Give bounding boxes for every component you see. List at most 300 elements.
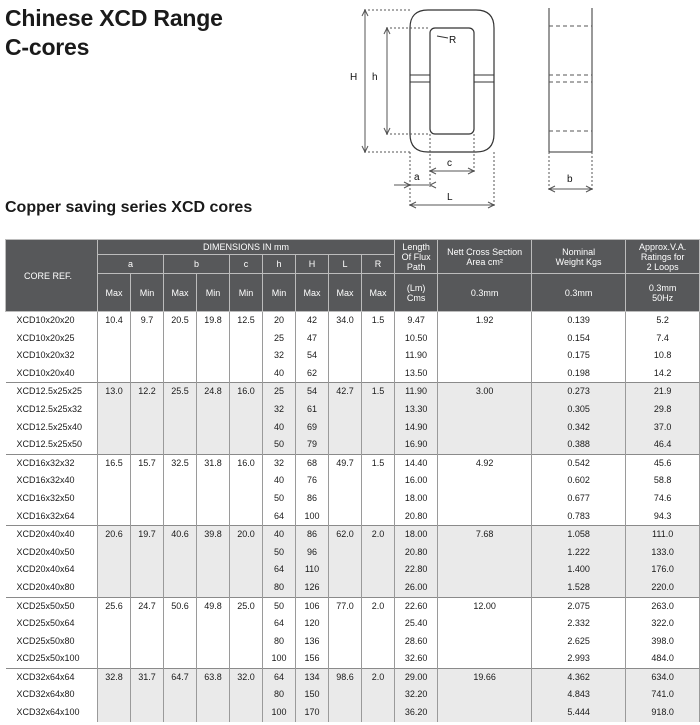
cell-b-max [164, 633, 197, 651]
cell-R-max: 2.0 [362, 526, 395, 544]
cell-flux-length: 9.47 [395, 312, 438, 330]
cell-H: 54 [296, 347, 329, 365]
cell-b-min [197, 544, 230, 562]
cell-H: 100 [296, 508, 329, 526]
cell-a-max [98, 704, 131, 722]
cell-cross-area [438, 650, 532, 668]
table-row [6, 330, 700, 348]
weight-sub: 0.3mm [532, 274, 626, 312]
cell-cross-area [438, 544, 532, 562]
cell-ref: XCD10x20x40 [16, 367, 75, 378]
cell-va-rating: 45.6 [626, 454, 700, 472]
cell-weight: 2.332 [532, 615, 626, 633]
cell-b-min [197, 686, 230, 704]
cell-va-rating: 29.8 [626, 401, 700, 419]
cell-h: 64 [263, 668, 296, 686]
cell-va-rating: 37.0 [626, 419, 700, 437]
cell-ref: XCD25x50x64 [16, 618, 75, 629]
col-weight: Nominal Weight Kgs [532, 240, 626, 274]
cell-ref: XCD32x64x80 [16, 689, 75, 700]
cell-a-min: 9.7 [131, 312, 164, 330]
cell-va-rating: 634.0 [626, 668, 700, 686]
cell-a-max: 20.6 [98, 526, 131, 544]
col-L: L [329, 255, 362, 274]
cell-flux-length: 20.80 [395, 544, 438, 562]
cell-flux-length: 13.30 [395, 401, 438, 419]
cell-va-rating: 322.0 [626, 615, 700, 633]
label-a: a [414, 172, 420, 183]
cell-a-min: 15.7 [131, 454, 164, 472]
cell-c-min [230, 401, 263, 419]
cell-cross-area: 1.92 [438, 312, 532, 330]
label-b: b [567, 174, 573, 185]
cell-L-max [329, 704, 362, 722]
cell-flux-length: 36.20 [395, 704, 438, 722]
cell-cross-area [438, 436, 532, 454]
cell-cross-area: 3.00 [438, 383, 532, 401]
cell-b-min [197, 365, 230, 383]
table-row [6, 508, 700, 526]
cell-h: 50 [263, 436, 296, 454]
cell-h: 50 [263, 544, 296, 562]
cell-a-min [131, 401, 164, 419]
cell-b-max [164, 330, 197, 348]
cell-H: 96 [296, 544, 329, 562]
table-row [6, 704, 700, 722]
cell-L-max [329, 561, 362, 579]
cell-flux-length: 14.40 [395, 454, 438, 472]
cell-a-max [98, 633, 131, 651]
cell-L-max [329, 650, 362, 668]
cell-weight: 5.444 [532, 704, 626, 722]
cell-h: 50 [263, 490, 296, 508]
cell-H: 106 [296, 597, 329, 615]
cell-weight: 2.075 [532, 597, 626, 615]
cell-H: 150 [296, 686, 329, 704]
cell-weight: 0.783 [532, 508, 626, 526]
label-H: H [350, 72, 358, 83]
cell-c-min [230, 490, 263, 508]
cell-R-max [362, 650, 395, 668]
cell-R-max [362, 508, 395, 526]
cell-c-min [230, 365, 263, 383]
cell-cross-area [438, 365, 532, 383]
cell-h: 20 [263, 312, 296, 330]
cell-weight: 1.058 [532, 526, 626, 544]
table-group-3 [6, 526, 700, 597]
cell-b-min [197, 347, 230, 365]
cell-va-rating: 58.8 [626, 472, 700, 490]
cell-b-min [197, 472, 230, 490]
cell-L-max: 62.0 [329, 526, 362, 544]
cell-a-min [131, 419, 164, 437]
cell-c-min [230, 633, 263, 651]
cell-flux-length: 11.90 [395, 347, 438, 365]
cell-ref: XCD32x64x64 [6, 668, 98, 686]
cell-ref: XCD16x32x32 [6, 454, 98, 472]
cell-cross-area: 7.68 [438, 526, 532, 544]
col-c: c [230, 255, 263, 274]
c-core-diagram [0, 0, 700, 215]
table-row [6, 347, 700, 365]
table-row [6, 686, 700, 704]
cell-b-max [164, 704, 197, 722]
cell-h: 100 [263, 704, 296, 722]
xcd-spec-table [5, 239, 700, 722]
cell-a-max: 25.6 [98, 597, 131, 615]
cell-flux-length: 16.90 [395, 436, 438, 454]
cell-b-min [197, 419, 230, 437]
cell-a-min [131, 704, 164, 722]
cell-weight: 0.154 [532, 330, 626, 348]
table-group-4 [6, 597, 700, 668]
cell-H: 156 [296, 650, 329, 668]
cell-c-min: 20.0 [230, 526, 263, 544]
cell-a-min [131, 508, 164, 526]
cell-b-max: 32.5 [164, 454, 197, 472]
cell-flux-length: 26.00 [395, 579, 438, 597]
cell-H: 68 [296, 454, 329, 472]
cross-sub: 0.3mm [438, 274, 532, 312]
cell-L-max [329, 419, 362, 437]
cell-ref: XCD12.5x25x40 [16, 421, 83, 432]
cell-c-min [230, 686, 263, 704]
cell-R-max [362, 561, 395, 579]
cell-flux-length: 18.00 [395, 490, 438, 508]
cell-b-min [197, 650, 230, 668]
L-max-head: Max [329, 274, 362, 312]
title-line-2: C-cores [5, 34, 90, 60]
cell-a-max [98, 650, 131, 668]
table-row [6, 579, 700, 597]
cell-H: 61 [296, 401, 329, 419]
cell-H: 126 [296, 579, 329, 597]
col-a: a [98, 255, 164, 274]
cell-H: 136 [296, 633, 329, 651]
label-r: R [449, 35, 457, 46]
cell-R-max: 1.5 [362, 383, 395, 401]
cell-c-min [230, 508, 263, 526]
cell-b-max [164, 419, 197, 437]
c-min-head: Min [230, 274, 263, 312]
table-group-1 [6, 383, 700, 454]
cell-R-max [362, 419, 395, 437]
section-subtitle: Copper saving series XCD cores [5, 199, 253, 216]
cell-R-max: 1.5 [362, 454, 395, 472]
cell-c-min [230, 561, 263, 579]
cell-R-max [362, 579, 395, 597]
cell-b-min: 31.8 [197, 454, 230, 472]
cell-a-max [98, 419, 131, 437]
cell-flux-length: 22.60 [395, 597, 438, 615]
cell-h: 25 [263, 330, 296, 348]
cell-flux-length: 22.80 [395, 561, 438, 579]
cell-R-max: 1.5 [362, 312, 395, 330]
cell-R-max [362, 365, 395, 383]
cell-h: 100 [263, 650, 296, 668]
label-L: L [447, 192, 453, 203]
cell-h: 32 [263, 347, 296, 365]
cell-va-rating: 263.0 [626, 597, 700, 615]
cell-a-max [98, 561, 131, 579]
cell-a-max [98, 508, 131, 526]
cell-va-rating: 220.0 [626, 579, 700, 597]
cell-b-min [197, 401, 230, 419]
cell-va-rating: 21.9 [626, 383, 700, 401]
cell-c-min [230, 704, 263, 722]
cell-H: 134 [296, 668, 329, 686]
cell-c-min [230, 544, 263, 562]
cell-H: 42 [296, 312, 329, 330]
label-c: c [447, 158, 452, 169]
cell-L-max: 34.0 [329, 312, 362, 330]
cell-cross-area: 12.00 [438, 597, 532, 615]
cell-weight: 0.342 [532, 419, 626, 437]
cell-b-max [164, 561, 197, 579]
cell-L-max [329, 436, 362, 454]
cell-a-max [98, 330, 131, 348]
H-max-head: Max [296, 274, 329, 312]
cell-R-max [362, 330, 395, 348]
table-row [6, 472, 700, 490]
col-b: b [164, 255, 230, 274]
cell-a-max [98, 401, 131, 419]
cell-cross-area [438, 472, 532, 490]
cell-h: 80 [263, 579, 296, 597]
cell-c-min: 25.0 [230, 597, 263, 615]
cell-a-min [131, 490, 164, 508]
cell-h: 40 [263, 472, 296, 490]
cell-weight: 0.139 [532, 312, 626, 330]
cell-weight: 1.222 [532, 544, 626, 562]
cell-a-min [131, 365, 164, 383]
cell-L-max [329, 472, 362, 490]
table-row [6, 365, 700, 383]
table-row [6, 436, 700, 454]
cell-L-max [329, 490, 362, 508]
cell-ref: XCD32x64x100 [16, 707, 80, 718]
cell-weight: 0.542 [532, 454, 626, 472]
cell-flux-length: 14.90 [395, 419, 438, 437]
cell-va-rating: 7.4 [626, 330, 700, 348]
cell-cross-area [438, 579, 532, 597]
col-cross-section: Nett Cross Section Area cm² [438, 240, 532, 274]
flux-units: (Lm) Cms [395, 274, 438, 312]
cell-weight: 1.528 [532, 579, 626, 597]
cell-ref: XCD12.5x25x32 [16, 403, 83, 414]
cell-c-min: 16.0 [230, 454, 263, 472]
cell-ref: XCD12.5x25x50 [16, 439, 83, 450]
cell-b-min: 24.8 [197, 383, 230, 401]
cell-c-min [230, 347, 263, 365]
cell-flux-length: 10.50 [395, 330, 438, 348]
cell-a-max: 16.5 [98, 454, 131, 472]
cell-weight: 2.625 [532, 633, 626, 651]
cell-h: 32 [263, 401, 296, 419]
cell-h: 64 [263, 615, 296, 633]
cell-a-min [131, 650, 164, 668]
cell-a-min: 12.2 [131, 383, 164, 401]
cell-ref: XCD10x20x25 [16, 332, 75, 343]
cell-a-max [98, 579, 131, 597]
cell-R-max [362, 633, 395, 651]
cell-c-min [230, 615, 263, 633]
cell-weight: 4.843 [532, 686, 626, 704]
cell-h: 40 [263, 526, 296, 544]
cell-H: 86 [296, 526, 329, 544]
cell-cross-area [438, 686, 532, 704]
cell-a-max [98, 365, 131, 383]
table-row [6, 419, 700, 437]
cell-L-max [329, 579, 362, 597]
cell-a-max [98, 615, 131, 633]
cell-cross-area [438, 704, 532, 722]
cell-b-max [164, 508, 197, 526]
cell-L-max [329, 615, 362, 633]
cell-flux-length: 29.00 [395, 668, 438, 686]
cell-L-max: 98.6 [329, 668, 362, 686]
cell-a-min [131, 436, 164, 454]
col-core-ref: CORE REF. [6, 240, 98, 312]
cell-weight: 0.602 [532, 472, 626, 490]
cell-flux-length: 13.50 [395, 365, 438, 383]
cell-b-min: 63.8 [197, 668, 230, 686]
cell-flux-length: 20.80 [395, 508, 438, 526]
cell-b-max: 20.5 [164, 312, 197, 330]
cell-va-rating: 14.2 [626, 365, 700, 383]
cell-b-min [197, 490, 230, 508]
cell-L-max [329, 365, 362, 383]
cell-H: 62 [296, 365, 329, 383]
cell-weight: 0.677 [532, 490, 626, 508]
cell-h: 25 [263, 383, 296, 401]
cell-cross-area [438, 508, 532, 526]
cell-va-rating: 46.4 [626, 436, 700, 454]
cell-cross-area [438, 633, 532, 651]
cell-b-max: 64.7 [164, 668, 197, 686]
cell-H: 120 [296, 615, 329, 633]
cell-L-max [329, 544, 362, 562]
table-row [6, 383, 700, 401]
cell-a-min [131, 472, 164, 490]
cell-a-max: 10.4 [98, 312, 131, 330]
cell-H: 86 [296, 490, 329, 508]
cell-c-min: 16.0 [230, 383, 263, 401]
cell-H: 76 [296, 472, 329, 490]
col-R: R [362, 255, 395, 274]
cell-L-max [329, 508, 362, 526]
cell-cross-area [438, 419, 532, 437]
cell-va-rating: 74.6 [626, 490, 700, 508]
cell-a-min [131, 579, 164, 597]
cell-h: 80 [263, 686, 296, 704]
cell-c-min: 12.5 [230, 312, 263, 330]
cell-b-min: 49.8 [197, 597, 230, 615]
cell-cross-area: 19.66 [438, 668, 532, 686]
cell-a-max [98, 490, 131, 508]
cell-c-min [230, 472, 263, 490]
R-max-head: Max [362, 274, 395, 312]
cell-weight: 0.273 [532, 383, 626, 401]
label-h: h [372, 72, 378, 83]
cell-R-max [362, 615, 395, 633]
cell-ref: XCD20x40x40 [6, 526, 98, 544]
col-va-rating: Approx.V.A. Ratings for 2 Loops [626, 240, 700, 274]
cell-cross-area [438, 490, 532, 508]
cell-b-max [164, 615, 197, 633]
table-row [6, 544, 700, 562]
col-dimensions: DIMENSIONS IN mm [98, 240, 395, 255]
cell-ref: XCD16x32x64 [16, 510, 75, 521]
cell-ref: XCD16x32x40 [16, 475, 75, 486]
cell-va-rating: 10.8 [626, 347, 700, 365]
cell-b-max: 50.6 [164, 597, 197, 615]
cell-R-max [362, 686, 395, 704]
cell-b-min [197, 330, 230, 348]
a-max-head: Max [98, 274, 131, 312]
col-H: H [296, 255, 329, 274]
cell-H: 170 [296, 704, 329, 722]
cell-cross-area [438, 401, 532, 419]
cell-flux-length: 25.40 [395, 615, 438, 633]
table-row [6, 650, 700, 668]
cell-flux-length: 18.00 [395, 526, 438, 544]
cell-R-max [362, 401, 395, 419]
cell-va-rating: 133.0 [626, 544, 700, 562]
cell-R-max: 2.0 [362, 668, 395, 686]
cell-cross-area [438, 615, 532, 633]
cell-R-max [362, 472, 395, 490]
table-row [6, 668, 700, 686]
cell-h: 40 [263, 365, 296, 383]
cell-va-rating: 5.2 [626, 312, 700, 330]
cell-R-max [362, 544, 395, 562]
cell-L-max: 77.0 [329, 597, 362, 615]
cell-b-min [197, 704, 230, 722]
cell-a-min [131, 544, 164, 562]
cell-H: 69 [296, 419, 329, 437]
col-flux-path: Length Of Flux Path [395, 240, 438, 274]
cell-R-max: 2.0 [362, 597, 395, 615]
table-row [6, 490, 700, 508]
table-group-0 [6, 312, 700, 383]
cell-b-min: 19.8 [197, 312, 230, 330]
cell-c-min [230, 650, 263, 668]
cell-a-max: 32.8 [98, 668, 131, 686]
cell-H: 79 [296, 436, 329, 454]
cell-weight: 2.993 [532, 650, 626, 668]
cell-L-max [329, 401, 362, 419]
cell-b-min [197, 436, 230, 454]
cell-R-max [362, 436, 395, 454]
cell-va-rating: 484.0 [626, 650, 700, 668]
cell-b-min [197, 579, 230, 597]
cell-L-max: 49.7 [329, 454, 362, 472]
cell-b-max [164, 436, 197, 454]
cell-ref: XCD20x40x80 [16, 581, 75, 592]
cell-b-min [197, 633, 230, 651]
table-group-2 [6, 454, 700, 525]
table-row [6, 597, 700, 615]
cell-a-min [131, 686, 164, 704]
cell-H: 47 [296, 330, 329, 348]
cell-h: 50 [263, 597, 296, 615]
cell-ref: XCD20x40x50 [16, 546, 75, 557]
cell-L-max [329, 347, 362, 365]
cell-R-max [362, 347, 395, 365]
cell-b-min [197, 508, 230, 526]
cell-flux-length: 28.60 [395, 633, 438, 651]
